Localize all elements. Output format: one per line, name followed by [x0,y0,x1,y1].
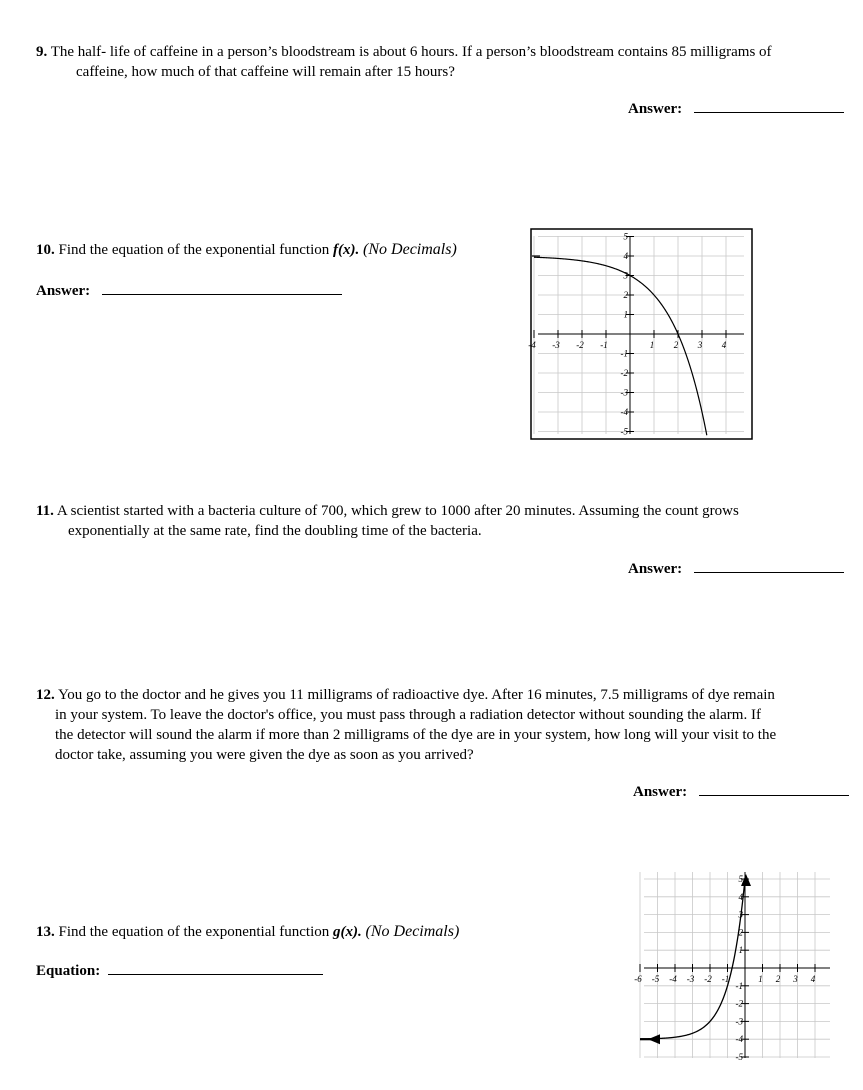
x-tick-label: 4 [721,340,727,350]
x-tick-label: 2 [673,340,679,350]
question-text-line: the detector will sound the alarm if more than 2 milligrams of the dye are in your system, how long will your visit to the [55,727,777,743]
answer-label: Equation: [36,963,101,979]
question-11 [36,501,856,541]
y-tick-label: -4 [620,407,628,417]
answer-field-q9[interactable] [628,101,844,118]
answer-label: Answer: [36,283,91,299]
y-tick-label: 3 [623,270,628,281]
question-number: 13. [36,924,55,940]
x-tick-label: -4 [528,340,536,350]
question-number: 11. [36,503,54,519]
y-tick-label: 2 [623,290,628,300]
function-name: f(x). [333,242,360,258]
x-tick-label: -1 [721,974,730,984]
graph-f [530,228,753,440]
y-tick-label: -4 [735,1034,743,1045]
question-number: 10. [36,242,55,258]
function-name: g(x). [333,924,362,940]
x-tick-label: -1 [600,340,608,350]
x-tick-label: 1 [758,974,763,984]
x-tick-label: -5 [651,974,660,984]
answer-field-q12[interactable] [633,784,849,801]
x-tick-label: -3 [686,974,695,984]
question-text-line: caffeine, how much of that caffeine will remain after 15 hours? [76,64,455,80]
axes [640,872,830,1058]
y-tick-label: 3 [738,909,743,920]
y-tick-label: 1 [738,945,743,956]
answer-line[interactable] [102,293,342,295]
answer-line[interactable] [108,973,323,975]
question-10 [36,240,457,260]
answer-line[interactable] [694,111,844,113]
graph-g [634,864,832,1062]
question-13 [36,922,459,942]
y-tick-label: 2 [738,927,743,938]
y-tick-label: 4 [623,251,628,261]
question-text-line: A scientist started with a bacteria culture of 700, which grew to 1000 after 20 minutes. Assuming the count grows [56,503,739,519]
x-tick-label: -2 [576,340,584,350]
answer-field-q13[interactable] [36,963,323,980]
x-tick-label: 3 [697,340,703,350]
y-tick-label: 5 [738,874,743,884]
y-tick-label: -1 [735,980,743,991]
x-tick-label: 1 [649,340,655,350]
y-tick-label: 4 [738,891,743,902]
y-tick-label: -2 [620,368,628,378]
x-tick-label: -3 [552,340,560,350]
x-tick-label: 3 [793,974,798,984]
question-text-line: exponentially at the same rate, find the doubling time of the bacteria. [68,523,482,539]
question-text-line: The half- life of caffeine in a person’s bloodstream is about 6 hours. If a person’s bloodstream contains 85 milligrams of [50,44,772,60]
answer-label: Answer: [628,561,683,577]
grid [640,872,830,1058]
y-tick-label: 5 [623,231,628,242]
question-number: 9. [36,44,48,60]
answer-field-q10[interactable] [36,283,342,300]
answer-label: Answer: [633,784,688,800]
question-9 [36,42,856,82]
answer-line[interactable] [699,794,849,796]
question-text-line: doctor take, assuming you were given the dye as soon as you arrived? [55,747,474,763]
question-text: Find the equation of the exponential function [58,924,330,940]
y-tick-label: -2 [735,998,743,1009]
x-tick-label: -6 [634,974,642,984]
x-tick-label: 2 [775,974,781,984]
answer-label: Answer: [628,101,683,117]
answer-line[interactable] [694,571,844,573]
y-tick-label: -5 [620,426,628,437]
question-text-line: in your system. To leave the doctor's office, you must pass through a radiation detector without sounding the alarm. If [55,707,761,723]
x-tick-label: 4 [810,974,816,984]
question-12 [36,685,858,765]
x-tick-label: -4 [669,974,677,984]
y-tick-label: -1 [620,348,628,359]
y-tick-label: 1 [623,309,628,320]
answer-field-q11[interactable] [628,561,844,578]
question-text: Find the equation of the exponential function [58,242,330,258]
question-note: (No Decimals) [363,241,457,258]
question-number: 12. [36,687,55,703]
x-tick-label: -2 [704,974,712,984]
y-tick-label: -3 [620,387,628,398]
question-text-line: You go to the doctor and he gives you 11 milligrams of radioactive dye. After 16 minutes, 7.5 milligrams of dye remain [57,687,775,703]
question-note: (No Decimals) [365,923,460,940]
y-tick-label: -3 [735,1016,743,1027]
y-tick-label: -5 [735,1052,743,1062]
